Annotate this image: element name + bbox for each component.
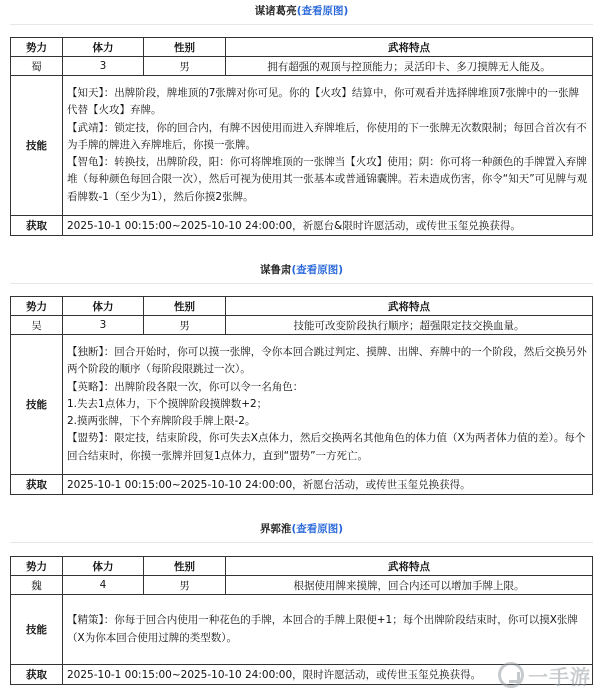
- general-table-wrap: [10, 296, 593, 495]
- faction-value: 蜀: [11, 57, 63, 76]
- gender-value: 男: [144, 316, 226, 335]
- hp-value: 4: [63, 576, 144, 595]
- divider: [10, 542, 593, 543]
- acquire-value: 2025-10-1 00:15:00~2025-10-10 24:00:00，限时许愿活动，或传世玉玺兑换获得。: [63, 665, 593, 685]
- general-name: 谋诸葛亮: [254, 4, 297, 17]
- divider: [10, 24, 593, 25]
- watermark: [498, 660, 594, 690]
- general-table: [10, 37, 593, 236]
- feature-header: 武将特点: [226, 297, 593, 316]
- faction-value: 吴: [11, 316, 63, 335]
- general-title: [10, 261, 593, 277]
- table-header-row: [11, 297, 593, 316]
- acquire-row: [11, 216, 593, 236]
- hp-header: 体力: [63, 38, 144, 57]
- skill-text: 【英略】：出牌阶段各限一次，你可以令一名角色：: [67, 380, 304, 393]
- acquire-label: 获取: [11, 216, 63, 236]
- info-row: [11, 57, 593, 76]
- acquire-value: 2025-10-1 00:15:00~2025-10-10 24:00:00，祈愿台&限时许愿活动，或传世玉玺兑换获得。: [63, 216, 593, 236]
- gender-header: 性别: [144, 297, 226, 316]
- hp-value: 3: [63, 316, 144, 335]
- divider: [10, 283, 593, 284]
- gender-value: 男: [144, 57, 226, 76]
- view-original-link[interactable]: (查看原图): [291, 522, 344, 535]
- acquire-label: 获取: [11, 665, 63, 685]
- general-table-wrap: [10, 37, 593, 236]
- faction-header: 势力: [11, 557, 63, 576]
- table-header-row: [11, 38, 593, 57]
- gender-value: 男: [144, 576, 226, 595]
- general-table: [10, 296, 593, 495]
- skills-row: [11, 335, 593, 475]
- skills-cell: [63, 335, 593, 475]
- skill-text: 【武靖】：锁定技，你的回合内，有牌不因使用而进入弃牌堆后，你使用的下一张牌无次数限制；每回合首次有不为手牌的牌进入弃牌堆后，你摸一张牌。: [67, 121, 587, 151]
- skill-text: 【智龟】：转换技，出牌阶段，阳：你可将牌堆顶的一张牌当【火攻】使用；阴：你可将一种颜色的手牌置入弃牌堆（每种颜色每回合限一次），然后可视为使用其一张基本或普通锦囊牌。若未造成伤害，你令“知天”可见牌与观看牌数-1（至少为1），然后你摸2张牌。: [67, 156, 588, 203]
- skill-text: 【知天】：出牌阶段，牌堆顶的7张牌对你可见。你的【火攻】结算中，你可观看并选择牌堆顶7张牌中的一张牌代替【火攻】弃牌。: [67, 87, 580, 117]
- skill-text: 2.摸两张牌，下个弃牌阶段手牌上限-2。: [67, 415, 256, 428]
- general-card: [10, 261, 593, 277]
- faction-value: 魏: [11, 576, 63, 595]
- hp-header: 体力: [63, 557, 144, 576]
- acquire-value: 2025-10-1 00:15:00~2025-10-10 24:00:00，祈愿台活动，或传世玉玺兑换获得。: [63, 475, 593, 495]
- gender-header: 性别: [144, 557, 226, 576]
- feature-value: 技能可改变阶段执行顺序；超强限定技交换血量。: [226, 316, 593, 335]
- skill-text: 1.失去1点体力，下个摸牌阶段摸牌数+2；: [67, 397, 268, 410]
- faction-header: 势力: [11, 38, 63, 57]
- feature-header: 武将特点: [226, 38, 593, 57]
- skills-label: 技能: [11, 595, 63, 665]
- g-logo-icon: [498, 662, 524, 688]
- hp-header: 体力: [63, 297, 144, 316]
- view-original-link[interactable]: (查看原图): [291, 263, 344, 276]
- info-row: [11, 576, 593, 595]
- general-title: [10, 2, 593, 18]
- general-card: [10, 2, 593, 18]
- skills-cell: [63, 595, 593, 665]
- general-card: [10, 520, 593, 536]
- info-row: [11, 316, 593, 335]
- acquire-row: [11, 475, 593, 495]
- acquire-label: 获取: [11, 475, 63, 495]
- skills-label: 技能: [11, 335, 63, 475]
- skills-label: 技能: [11, 76, 63, 216]
- general-title: [10, 520, 593, 536]
- skill-text: 【精策】：你每于回合内使用一种花色的手牌，本回合的手牌上限便+1；每个出牌阶段结束时，你可以摸X张牌（X为你本回合使用过牌的类型数）。: [67, 614, 578, 644]
- skills-row: [11, 595, 593, 665]
- skills-row: [11, 76, 593, 216]
- table-header-row: [11, 557, 593, 576]
- hp-value: 3: [63, 57, 144, 76]
- feature-header: 武将特点: [226, 557, 593, 576]
- general-name: 界郭淮: [259, 522, 292, 535]
- view-original-link[interactable]: (查看原图): [296, 4, 349, 17]
- general-name: 谋鲁肃: [259, 263, 292, 276]
- feature-value: 根据使用牌来摸牌，回合内还可以增加手牌上限。: [226, 576, 593, 595]
- watermark-text: 一手游: [528, 664, 591, 689]
- gender-header: 性别: [144, 38, 226, 57]
- skill-text: 【盟势】：限定技，结束阶段，你可失去X点体力，然后交换两名其他角色的体力值（X为两者体力值的差）。每个回合结束时，你摸一张牌并回复1点体力，直到“盟势”一方死亡。: [67, 432, 586, 462]
- faction-header: 势力: [11, 297, 63, 316]
- feature-value: 拥有超强的观顶与控顶能力；灵活印卡、多刀摸牌无人能及。: [226, 57, 593, 76]
- skills-cell: [63, 76, 593, 216]
- skill-text: 【独断】：回合开始时，你可以摸一张牌，令你本回合跳过判定、摸牌、出牌、弃牌中的一个阶段，然后交换另外两个阶段的顺序（每阶段限跳过一次）。: [67, 346, 587, 376]
